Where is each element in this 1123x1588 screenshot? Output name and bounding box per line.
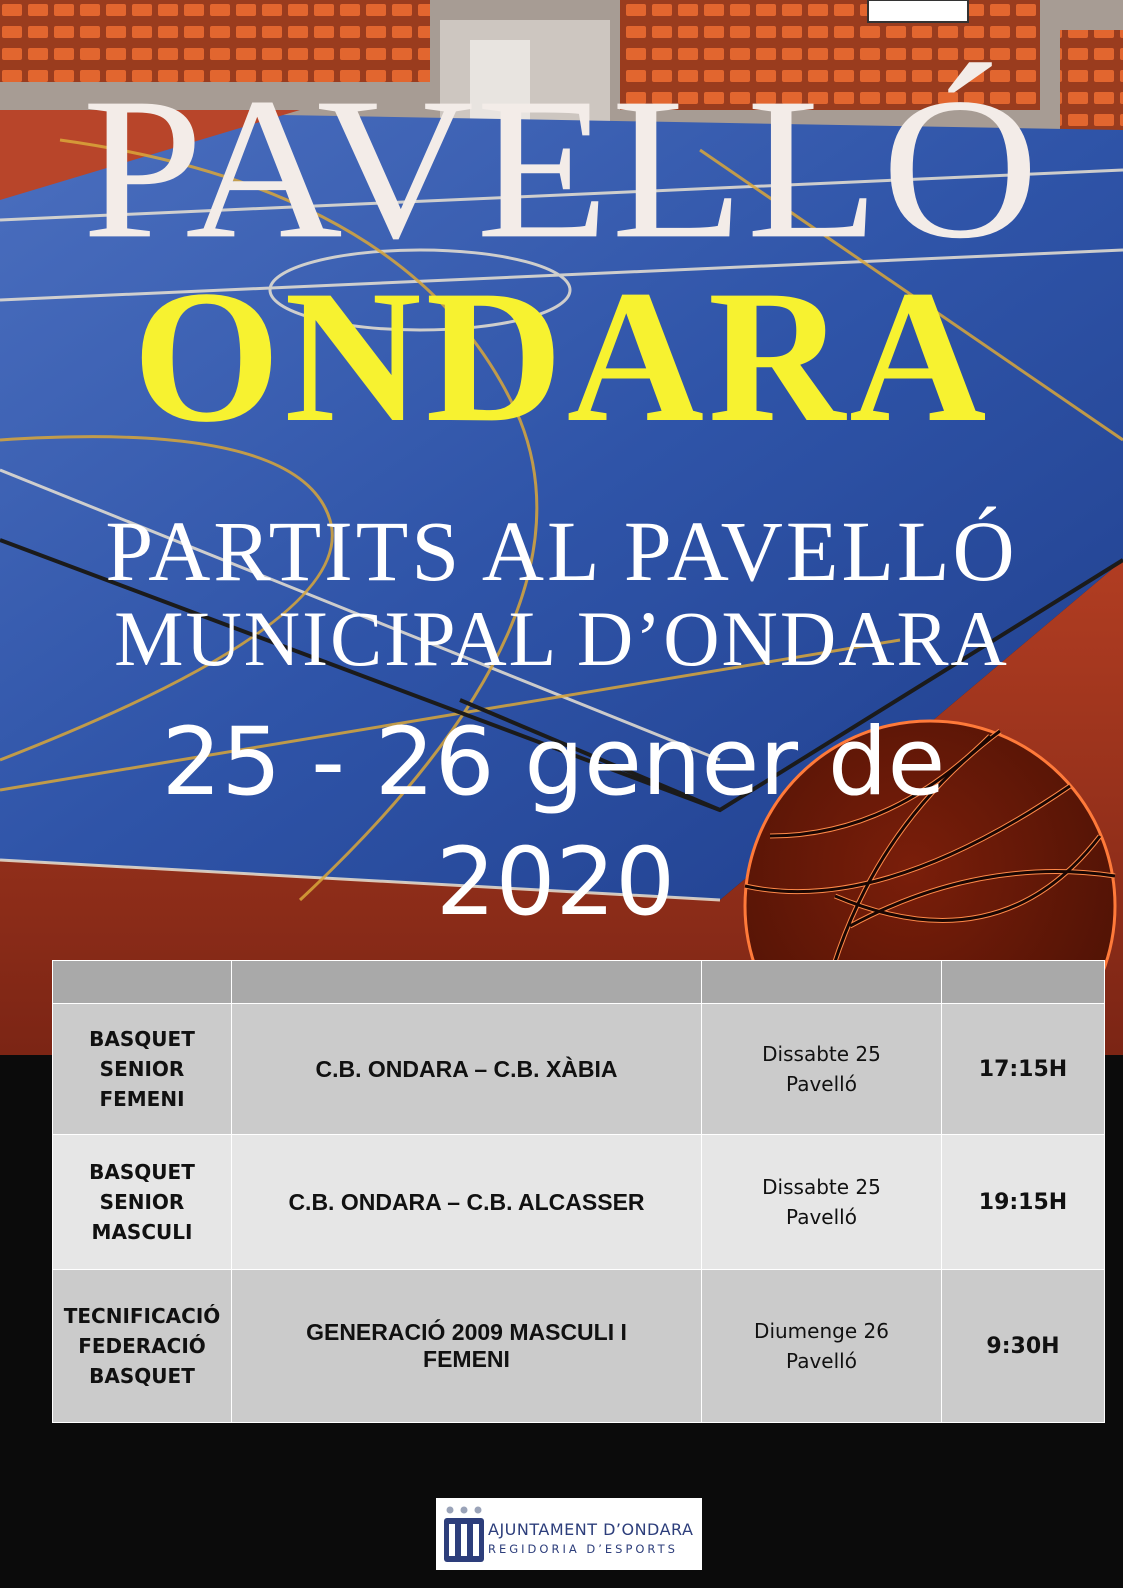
subtitle-line2: MUNICIPAL D’ONDARA <box>114 595 1009 682</box>
ajuntament-logo <box>436 1498 702 1570</box>
title-pavello: PAVELLÓ <box>82 56 1041 281</box>
date-line1: 25 - 26 gener de <box>161 708 946 817</box>
date-line2: 2020 <box>435 828 676 937</box>
header-cell <box>942 961 1105 1004</box>
logo-line2: REGIDORIA D’ESPORTS <box>488 1542 678 1556</box>
subtitle-line1: PARTITS AL PAVELLÓ <box>105 503 1018 599</box>
table-row <box>53 1135 1105 1270</box>
day-venue-cell: Diumenge 26 Pavelló <box>702 1270 942 1423</box>
table-row <box>53 1270 1105 1423</box>
category-cell: BASQUET SENIOR FEMENI <box>53 1004 232 1135</box>
time-cell: 19:15H <box>942 1135 1105 1270</box>
table-row <box>53 1004 1105 1135</box>
title-ondara: ONDARA <box>132 252 991 462</box>
match-cell: GENERACIÓ 2009 MASCULI I FEMENI <box>232 1270 702 1423</box>
day-venue-cell: Dissabte 25 Pavelló <box>702 1004 942 1135</box>
header-cell <box>702 961 942 1004</box>
match-cell: C.B. ONDARA – C.B. ALCASSER <box>232 1135 702 1270</box>
time-cell: 17:15H <box>942 1004 1105 1135</box>
header-cell <box>53 961 232 1004</box>
table-header-row <box>53 961 1105 1004</box>
category-cell: BASQUET SENIOR MASCULI <box>53 1135 232 1270</box>
match-cell: C.B. ONDARA – C.B. XÀBIA <box>232 1004 702 1135</box>
header-cell <box>232 961 702 1004</box>
day-venue-cell: Dissabte 25 Pavelló <box>702 1135 942 1270</box>
category-cell: TECNIFICACIÓ FEDERACIÓ BASQUET <box>53 1270 232 1423</box>
schedule-table <box>52 960 1105 1423</box>
time-cell: 9:30H <box>942 1270 1105 1423</box>
logo-line1: AJUNTAMENT D’ONDARA <box>488 1520 694 1539</box>
coat-of-arms-icon <box>442 1506 486 1564</box>
